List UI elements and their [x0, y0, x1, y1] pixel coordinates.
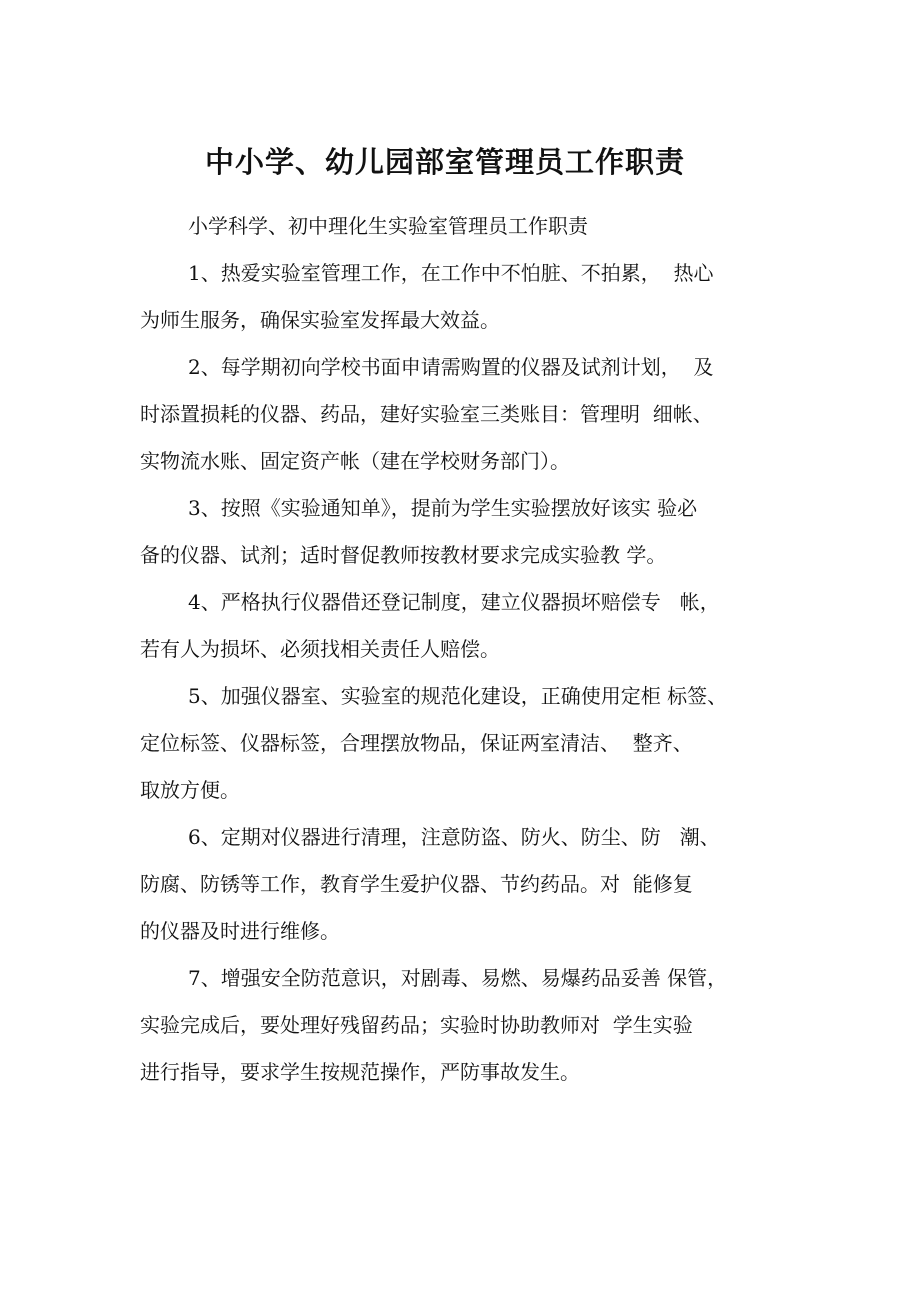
- paragraph-5-line-2: 定位标签、仪器标签，合理摆放物品，保证两室清洁、 整齐、: [140, 731, 693, 755]
- paragraph-6-line-3: 的仪器及时进行维修。: [140, 919, 340, 943]
- paragraph-3-line-2: 备的仪器、试剂；适时督促教师按教材要求完成实验教 学。: [140, 543, 667, 567]
- paragraph-7-line-3: 进行指导，要求学生按规范操作，严防事故发生。: [140, 1060, 580, 1084]
- section-subtitle: 小学科学、初中理化生实验室管理员工作职责: [188, 214, 588, 238]
- paragraph-7-line-2: 实验完成后，要处理好残留药品；实验时协助教师对 学生实验: [140, 1013, 693, 1037]
- paragraph-2-line-2: 时添置损耗的仪器、药品，建好实验室三类账目：管理明 细帐、: [140, 402, 713, 426]
- document-body: [140, 214, 800, 1084]
- paragraph-3-line-1: 3、按照《实验通知单》，提前为学生实验摆放好该实 验必: [188, 496, 698, 520]
- paragraph-1-line-2: 为师生服务，确保实验室发挥最大效益。: [140, 308, 500, 332]
- paragraph-4-line-1: 4、严格执行仪器借还登记制度，建立仪器损坏赔偿专 帐，: [188, 590, 720, 614]
- paragraph-1-line-1: 1、热爱实验室管理工作，在工作中不怕脏、不拍累， 热心: [188, 261, 714, 285]
- paragraph-7-line-1: 7、增强安全防范意识，对剧毒、易燃、易爆药品妥善 保管，: [188, 966, 728, 990]
- paragraph-5-line-1: 5、加强仪器室、实验室的规范化建设，正确使用定柜 标签、: [188, 684, 728, 708]
- paragraph-5-line-3: 取放方便。: [140, 778, 240, 802]
- paragraph-2-line-1: 2、每学期初向学校书面申请需购置的仪器及试剂计划， 及: [188, 355, 714, 379]
- page-title: 中小学、幼儿园部室管理员工作职责: [204, 145, 685, 179]
- paragraph-6-line-1: 6、定期对仪器进行清理，注意防盗、防火、防尘、防 潮、: [188, 825, 720, 849]
- paragraph-4-line-2: 若有人为损坏、必须找相关责任人赔偿。: [140, 637, 500, 661]
- paragraph-2-line-3: 实物流水账、固定资产帐（建在学校财务部门）。: [140, 449, 570, 473]
- paragraph-6-line-2: 防腐、防锈等工作，教育学生爱护仪器、节约药品。对 能修复: [140, 872, 693, 896]
